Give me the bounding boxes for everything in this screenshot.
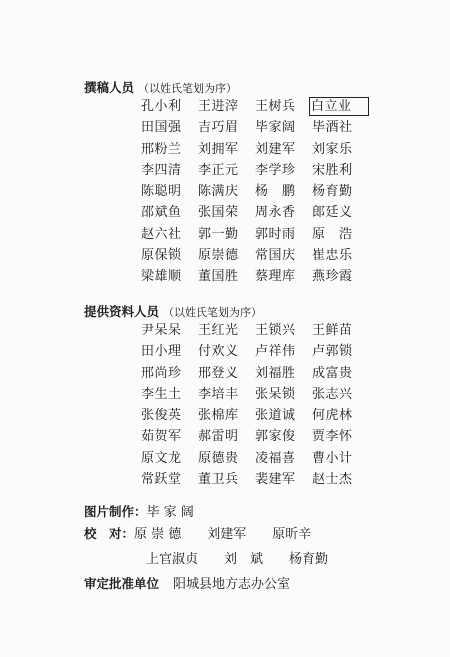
- name-entry: 张呆锁: [255, 386, 296, 402]
- name-entry: 裴建军: [255, 472, 296, 488]
- name-entry: 赵士杰: [312, 472, 353, 488]
- name-entry: 李生土: [141, 386, 182, 402]
- name-entry: 王树兵: [255, 99, 296, 114]
- name-entry: 刘拥军: [198, 141, 239, 157]
- name-entry: 邢粉兰: [141, 141, 182, 157]
- name-entry: 田小理: [141, 344, 182, 360]
- name-entry: 成富贵: [312, 365, 353, 381]
- name-entry: 毕家阔: [255, 120, 296, 136]
- name-entry: 尹呆呆: [141, 323, 182, 338]
- name-entry: 郎廷义: [312, 205, 353, 221]
- name-entry: 董国胜: [198, 269, 239, 285]
- providers-name-grid: [141, 320, 369, 490]
- providers-heading: [84, 302, 262, 320]
- name-entry: 原德贵: [198, 450, 239, 466]
- name-entry: 张志兴: [312, 386, 353, 402]
- name-entry: 张棉库: [198, 408, 239, 424]
- photo-credit-name: 毕 家 阔: [146, 505, 194, 520]
- providers-heading-note: （以姓氏笔划为序）: [163, 306, 263, 319]
- name-entry: 陈聪明: [141, 184, 182, 200]
- proofreading-line: [84, 523, 311, 542]
- writers-heading-note: （以姓氏笔划为序）: [138, 82, 238, 95]
- name-entry: 张道诚: [255, 408, 296, 424]
- name-entry: 刘家乐: [312, 141, 353, 157]
- name-entry: 燕珍霞: [312, 269, 353, 285]
- providers-heading-text: 提供资料人员: [84, 304, 160, 319]
- proofreading-names-row1: 原 崇 德 刘建军 原昕辛: [134, 527, 312, 542]
- name-entry: 郭家俊: [255, 429, 296, 445]
- name-entry: 付欢义: [198, 344, 239, 360]
- name-entry: 李四清: [141, 162, 182, 178]
- proofreading-names-row2: 上官淑贞 刘 斌 杨育勤: [146, 552, 329, 567]
- name-entry: 张俊英: [141, 408, 182, 424]
- approval-label: 审定批准单位: [84, 576, 160, 591]
- name-entry: 李学珍: [255, 162, 296, 178]
- name-entry: 原保锁: [141, 248, 182, 264]
- name-entry: 邵斌鱼: [141, 205, 182, 221]
- name-entry: 杨育勤: [312, 184, 353, 200]
- name-entry: 常跃堂: [141, 472, 182, 488]
- name-entry: 原 浩: [312, 226, 353, 242]
- name-entry: 卢郭锁: [312, 344, 353, 360]
- approval-line: [84, 573, 290, 592]
- name-entry: 刘福胜: [255, 365, 296, 381]
- approval-unit: 阳城县地方志办公室: [173, 577, 291, 592]
- name-entry: 田国强: [141, 120, 182, 136]
- proofreading-line-2: [146, 548, 328, 567]
- name-entry: 李正元: [198, 162, 239, 178]
- photo-credit-line: [84, 501, 194, 520]
- name-entry: 梁雄顺: [141, 269, 182, 285]
- name-entry: 周永香: [255, 205, 296, 221]
- name-entry: 王红光: [198, 323, 239, 338]
- writers-heading: [84, 78, 237, 96]
- name-entry: 陈满庆: [198, 184, 239, 200]
- writers-heading-text: 撰稿人员: [84, 80, 135, 95]
- photo-credit-label: 图片制作：: [84, 504, 147, 519]
- name-entry: 何虎林: [312, 408, 353, 424]
- name-entry: 王鲜苗: [312, 323, 353, 338]
- name-entry: 原崇德: [198, 248, 239, 264]
- name-entry: 王进滓: [198, 99, 239, 114]
- name-entry: 吉巧眉: [198, 120, 239, 136]
- name-entry: 常国庆: [255, 248, 296, 264]
- name-entry: 王锁兴: [255, 323, 296, 338]
- name-entry: 卢祥伟: [255, 344, 296, 360]
- name-entry: 邢登义: [198, 365, 239, 381]
- name-entry: 张国荣: [198, 205, 239, 221]
- name-entry: 郭时雨: [255, 226, 296, 242]
- name-entry: 赵六社: [141, 226, 182, 242]
- name-entry: 白立业: [309, 97, 369, 116]
- name-entry: 凌福喜: [255, 450, 296, 466]
- writers-name-grid: [141, 96, 369, 288]
- name-entry: 茹贺军: [141, 429, 182, 445]
- name-entry: 宋胜利: [312, 162, 353, 178]
- name-entry: 原文龙: [141, 450, 182, 466]
- name-entry: 李培丰: [198, 386, 239, 402]
- name-entry: 刘建军: [255, 141, 296, 157]
- name-entry: 郭一勤: [198, 226, 239, 242]
- name-entry: 董卫兵: [198, 472, 239, 488]
- name-entry: 贾李怀: [312, 429, 353, 445]
- name-entry: 蔡理库: [255, 269, 296, 285]
- name-entry: 杨 鹏: [255, 184, 296, 200]
- name-entry: 崔忠乐: [312, 248, 353, 264]
- name-entry: 曹小计: [312, 450, 353, 466]
- name-entry: 毕酒社: [312, 120, 353, 136]
- name-entry: 郝雷明: [198, 429, 239, 445]
- proofreading-label: 校 对：: [84, 526, 135, 541]
- name-entry: 邢尚珍: [141, 365, 182, 381]
- name-entry: 孔小利: [141, 99, 182, 114]
